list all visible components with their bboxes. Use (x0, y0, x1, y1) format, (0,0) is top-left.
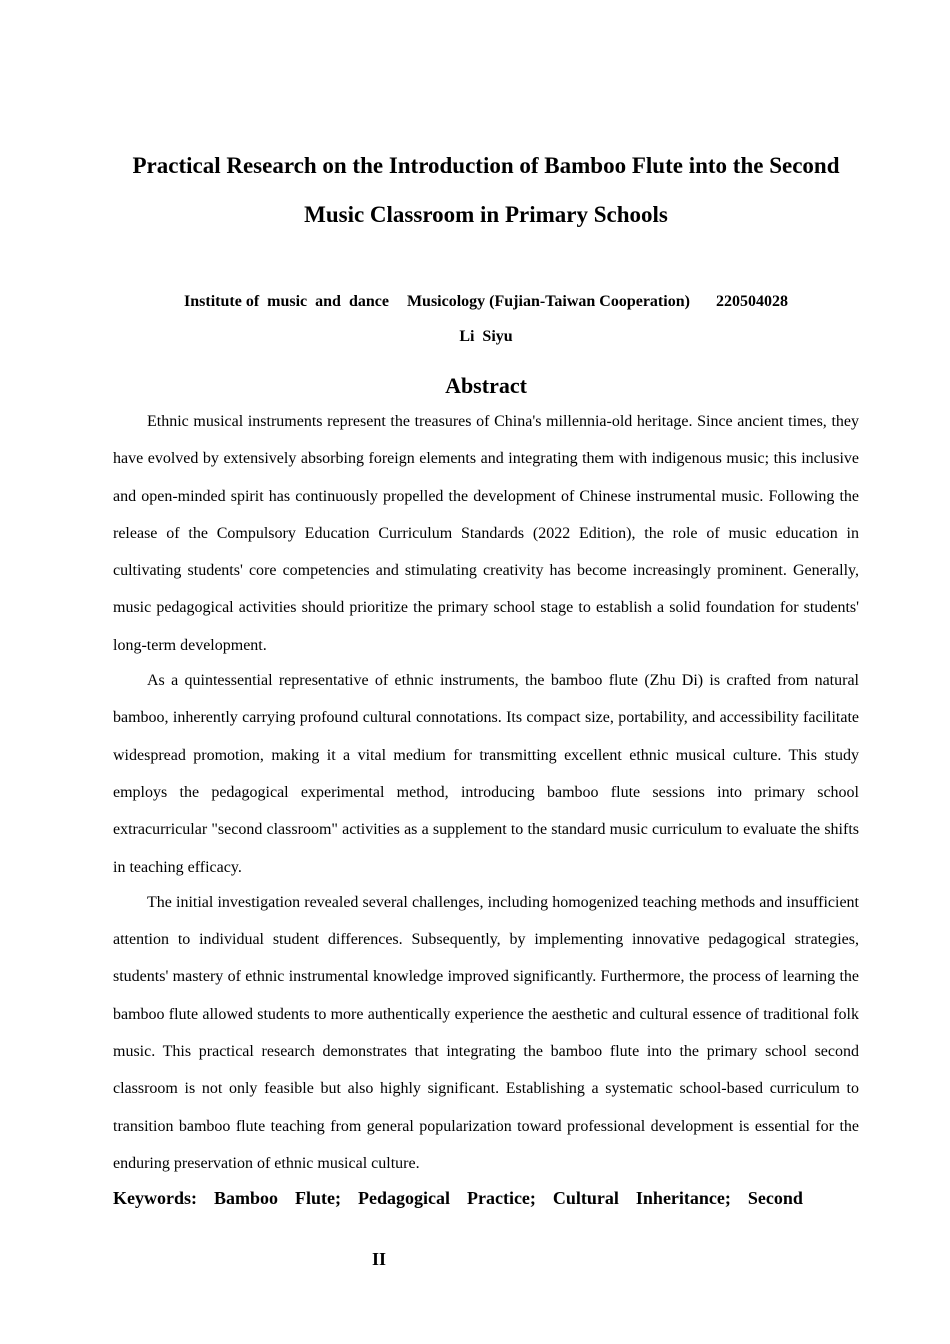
author-name: Li Siyu (459, 328, 513, 345)
abstract-paragraph-3: The initial investigation revealed several challenges, including homogenized teaching methods and insufficient attention to individual student differences. Subsequently, by implementing innovative pedagogical strategies, students' mastery of ethnic instrumental knowledge improved significantly. Furthermore, the process of learning the bamboo flute allowed students to more authentically experience the aesthetic and cultural essence of traditional folk music. This practical research demonstrates that integrating the bamboo flute into the primary school second classroom is not only feasible but also highly significant. Establishing a systematic school-based curriculum to transition bamboo flute teaching from general popularization toward professional development is essential for the enduring preservation of ethnic musical culture. (113, 893, 859, 1172)
abstract-paragraph-1: Ethnic musical instruments represent the treasures of China's millennia-old heritage. Since ancient times, they have evolved by extensively absorbing foreign elements and integrating them with indigenous music; this inclusive and open-minded spirit has continuously propelled the development of Chinese instrumental music. Following the release of the Compulsory Education Curriculum Standards (2022 Edition), the role of music education in cultivating students' core competencies and stimulating creativity has become increasingly prominent. Generally, music pedagogical activities should prioritize the primary school stage to establish a solid foundation for students' long-term development. (113, 413, 859, 654)
abstract-heading: Abstract (445, 373, 527, 398)
abstract-paragraph-2: As a quintessential representative of ethnic instruments, the bamboo flute (Zhu Di) is crafted from natural bamboo, inherently carrying profound cultural connotations. Its compact size, portability, and accessibility facilitate widespread promotion, making it a vital medium for transmitting excellent ethnic musical culture. This study employs the pedagogical experimental method, introducing bamboo flute sessions into primary school extracurricular "second classroom" activities as a supplement to the standard music curriculum to evaluate the shifts in teaching efficacy. (113, 672, 859, 876)
affiliation-line (0, 292, 950, 312)
page-number: II (371, 1249, 386, 1269)
paper-title-line-1: Practical Research on the Introduction of Bamboo Flute into the Second (132, 153, 840, 178)
student-id: 220504028 (715, 293, 788, 310)
major-name: Musicology (Fujian-Taiwan Cooperation) (406, 293, 690, 310)
abstract-body (113, 403, 859, 1180)
keywords-line: Keywords: Bamboo Flute; Pedagogical Practice; Cultural Inheritance; Second (113, 1188, 803, 1208)
institute-name: Institute of music and dance (184, 293, 389, 310)
paper-title-line-2: Music Classroom in Primary Schools (304, 202, 668, 227)
